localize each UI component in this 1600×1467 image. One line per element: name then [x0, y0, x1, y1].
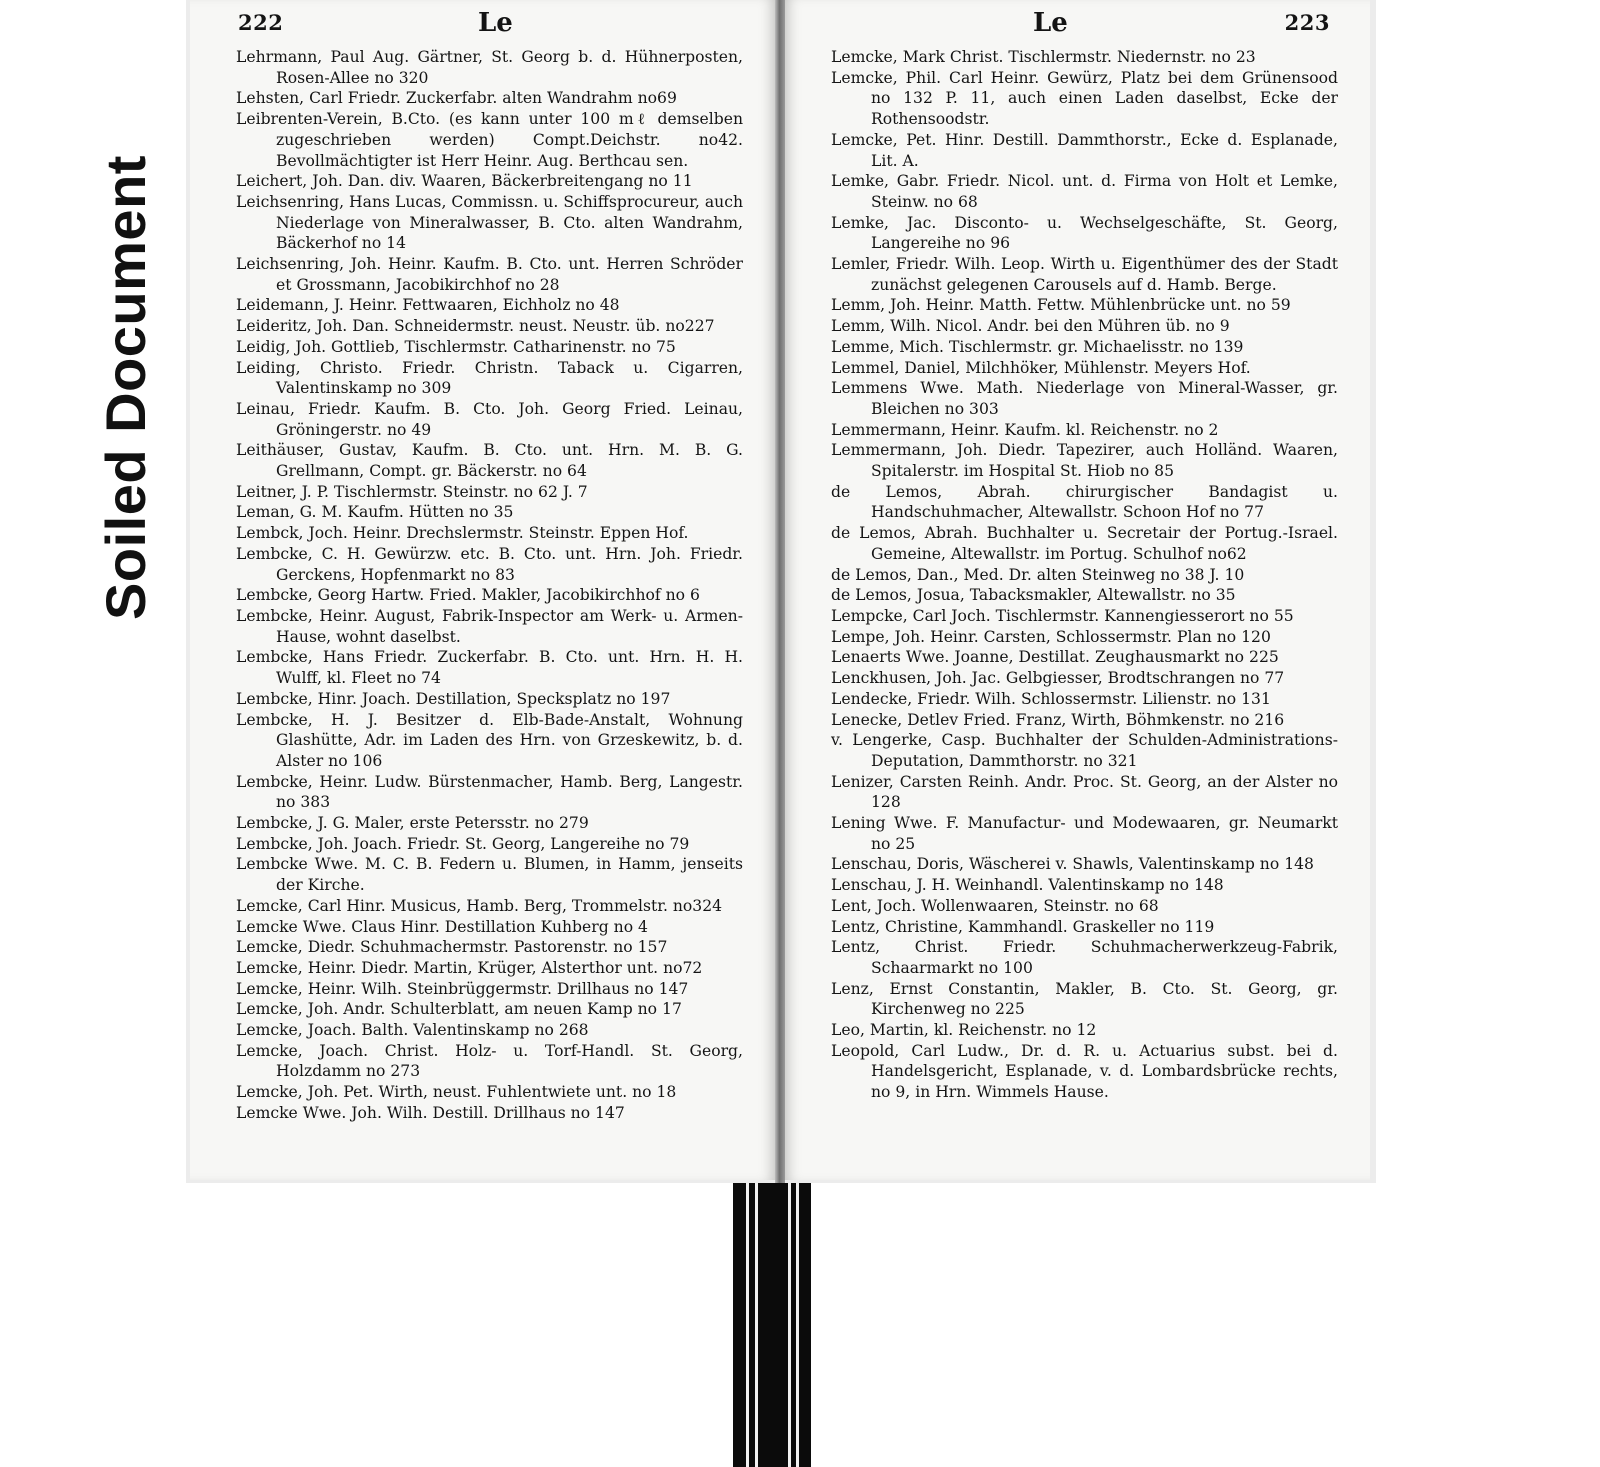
directory-entry: Leideritz, Joh. Dan. Schneidermstr. neust. Neustr. üb. no227: [236, 317, 715, 336]
directory-entry: Lentz, Christ. Friedr. Schuhmacherwerkzeug-Fabrik, Schaarmarkt no 100: [831, 938, 1338, 977]
right-page-number: 223: [1284, 10, 1330, 35]
directory-entry: Lembck, Joch. Heinr. Drechslermstr. Steinstr. Eppen Hof.: [236, 524, 689, 543]
directory-entry: Lenz, Ernst Constantin, Makler, B. Cto. St. Georg, gr. Kirchenweg no 225: [831, 979, 1338, 1019]
directory-entry: Lemke, Gabr. Friedr. Nicol. unt. d. Firma von Holt et Lemke, Steinw. no 68: [831, 172, 1338, 211]
directory-entry: Lemcke, Heinr. Diedr. Martin, Krüger, Alsterthor unt. no72: [236, 958, 703, 977]
directory-entry: Lehsten, Carl Friedr. Zuckerfabr. alten Wandrahm no69: [236, 89, 677, 108]
left-entry-list: [236, 47, 743, 1124]
directory-entry: Lembcke, Heinr. Ludw. Bürstenmacher, Hamb. Berg, Langestr. no 383: [236, 772, 743, 812]
right-page-header: [833, 8, 1330, 42]
directory-entry: Lemcke, Joach. Balth. Valentinskamp no 268: [236, 1021, 589, 1040]
directory-entry: Lendecke, Friedr. Wilh. Schlossermstr. Lilienstr. no 131: [831, 689, 1271, 708]
directory-entry: Lemcke, Mark Christ. Tischlermstr. Niedernstr. no 23: [831, 48, 1256, 66]
directory-entry: Leibrenten-Verein, B.Cto. (es kann unter 100 mℓ demselben zugeschrieben werden) Compt.Deichstr. no42. Bevollmächtigter ist Herr Heinr. Aug. Berthcau sen.: [236, 110, 743, 170]
directory-entry: Lemcke Wwe. Claus Hinr. Destillation Kuhberg no 4: [236, 917, 648, 936]
directory-entry: de Lemos, Abrah. chirurgischer Bandagist u. Handschuhmacher, Altewallstr. Schoon Hof no 77: [831, 482, 1338, 522]
directory-entry: Lemme, Mich. Tischlermstr. gr. Michaelisstr. no 139: [831, 337, 1244, 356]
directory-entry: Lemcke, Heinr. Wilh. Steinbrüggermstr. Drillhaus no 147: [236, 979, 689, 998]
directory-entry: Lemm, Joh. Heinr. Matth. Fettw. Mühlenbrücke unt. no 59: [831, 296, 1291, 315]
directory-entry: Lembcke, Joh. Joach. Friedr. St. Georg, Langereihe no 79: [236, 834, 690, 853]
directory-entry: Lemcke Wwe. Joh. Wilh. Destill. Drillhaus no 147: [236, 1103, 625, 1122]
directory-entry: Lemcke, Joach. Christ. Holz- u. Torf-Handl. St. Georg, Holzdamm no 273: [236, 1041, 743, 1081]
directory-entry: Leichsenring, Joh. Heinr. Kaufm. B. Cto. unt. Herren Schröder et Grossmann, Jacobikirchhof no 28: [236, 255, 743, 294]
directory-entry: Lenckhusen, Joh. Jac. Gelbgiesser, Brodtschrangen no 77: [831, 669, 1285, 688]
directory-entry: Leidemann, J. Heinr. Fettwaaren, Eichholz no 48: [236, 296, 620, 315]
directory-entry: Lemmel, Daniel, Milchhöker, Mühlenstr. Meyers Hof.: [831, 358, 1251, 377]
left-page: [190, 0, 775, 1180]
directory-entry: de Lemos, Josua, Tabacksmakler, Altewallstr. no 35: [831, 586, 1236, 605]
directory-entry: Lempcke, Carl Joch. Tischlermstr. Kannengiesserort no 55: [831, 606, 1294, 625]
book-gutter: [775, 0, 785, 1183]
soiled-document-watermark: [90, 135, 160, 640]
directory-entry: Leithäuser, Gustav, Kaufm. B. Cto. unt. Hrn. M. B. G. Grellmann, Compt. gr. Bäckerstr. no 64: [236, 441, 743, 481]
directory-entry: Leichsenring, Hans Lucas, Commissn. u. Schiffsprocureur, auch Niederlage von Mineralwasser, B. Cto. alten Wandrahm, Bäckerhof no 14: [236, 192, 743, 253]
directory-entry: Lembcke, Georg Hartw. Fried. Makler, Jacobikirchhof no 6: [236, 586, 700, 605]
scan-calibration-tab: [733, 1183, 811, 1467]
directory-entry: Leo, Martin, kl. Reichenstr. no 12: [831, 1021, 1097, 1040]
directory-entry: Leidig, Joh. Gottlieb, Tischlermstr. Catharinenstr. no 75: [236, 337, 676, 356]
directory-entry: Leman, G. M. Kaufm. Hütten no 35: [236, 503, 514, 522]
directory-entry: Leiding, Christo. Friedr. Christn. Taback u. Cigarren, Valentinskamp no 309: [236, 358, 743, 398]
directory-entry: Leinau, Friedr. Kaufm. B. Cto. Joh. Georg Fried. Leinau, Gröningerstr. no 49: [236, 399, 743, 439]
directory-entry: Lemke, Jac. Disconto- u. Wechselgeschäfte, St. Georg, Langereihe no 96: [831, 213, 1338, 253]
directory-entry: Lening Wwe. F. Manufactur- und Modewaaren, gr. Neumarkt no 25: [831, 814, 1338, 853]
directory-entry: Lent, Joch. Wollenwaaren, Steinstr. no 68: [831, 896, 1159, 915]
directory-entry: Lembcke, C. H. Gewürzw. etc. B. Cto. unt. Hrn. Joh. Friedr. Gerckens, Hopfenmarkt no 83: [236, 544, 743, 584]
directory-entry: Lembcke Wwe. M. C. B. Federn u. Blumen, in Hamm, jenseits der Kirche.: [236, 855, 743, 895]
directory-entry: de Lemos, Abrah. Buchhalter u. Secretair der Portug.-Israel. Gemeine, Altewallstr. im Portug. Schulhof no62: [831, 524, 1338, 563]
directory-entry: Leopold, Carl Ludw., Dr. d. R. u. Actuarius subst. bei d. Handelsgericht, Esplanade, v. d. Lombardsbrücke rechts, no 9, in Hrn. Wimmels Hause.: [831, 1041, 1338, 1102]
directory-entry: Lemcke, Pet. Hinr. Destill. Dammthorstr., Ecke d. Esplanade, Lit. A.: [831, 130, 1338, 170]
left-page-header: [238, 8, 735, 42]
watermark-text: Soiled Document: [93, 155, 157, 620]
directory-entry: Lenecke, Detlev Fried. Franz, Wirth, Böhmkenstr. no 216: [831, 710, 1285, 729]
directory-entry: Lemcke, Joh. Andr. Schulterblatt, am neuen Kamp no 17: [236, 1000, 682, 1019]
directory-entry: Leichert, Joh. Dan. div. Waaren, Bäckerbreitengang no 11: [236, 172, 693, 191]
directory-entry: Lemler, Friedr. Wilh. Leop. Wirth u. Eigenthümer des der Stadt zunächst gelegenen Carousels auf d. Hamb. Berge.: [831, 255, 1338, 294]
directory-entry: de Lemos, Dan., Med. Dr. alten Steinweg no 38 J. 10: [831, 565, 1245, 584]
directory-entry: Lenschau, J. H. Weinhandl. Valentinskamp no 148: [831, 876, 1224, 895]
left-running-head: Le: [478, 8, 513, 38]
directory-entry: Lembcke, J. G. Maler, erste Petersstr. no 279: [236, 814, 589, 833]
directory-entry: Lemm, Wilh. Nicol. Andr. bei den Mühren üb. no 9: [831, 317, 1230, 336]
right-page: [785, 0, 1370, 1180]
left-page-number: 222: [238, 10, 284, 35]
right-running-head: Le: [1033, 8, 1068, 38]
directory-entry: Lenizer, Carsten Reinh. Andr. Proc. St. Georg, an der Alster no 128: [831, 772, 1338, 812]
directory-entry: Lentz, Christine, Kammhandl. Graskeller no 119: [831, 917, 1215, 936]
directory-entry: Lenaerts Wwe. Joanne, Destillat. Zeughausmarkt no 225: [831, 648, 1279, 667]
directory-entry: Leitner, J. P. Tischlermstr. Steinstr. no 62 J. 7: [236, 482, 588, 501]
directory-entry: Lemcke, Carl Hinr. Musicus, Hamb. Berg, Trommelstr. no324: [236, 896, 723, 915]
directory-entry: Lembcke, Heinr. August, Fabrik-Inspector am Werk- u. Armen-Hause, wohnt daselbst.: [236, 606, 743, 646]
directory-entry: Lembcke, Hinr. Joach. Destillation, Specksplatz no 197: [236, 689, 671, 708]
directory-entry: Lemmermann, Heinr. Kaufm. kl. Reichenstr. no 2: [831, 420, 1219, 439]
directory-entry: Lembcke, H. J. Besitzer d. Elb-Bade-Anstalt, Wohnung Glashütte, Adr. im Laden des Hrn. von Grzeskewitz, b. d. Alster no 106: [236, 710, 743, 770]
right-entry-list: [831, 47, 1338, 1103]
directory-entry: Lenschau, Doris, Wäscherei v. Shawls, Valentinskamp no 148: [831, 855, 1314, 874]
directory-entry: Lemcke, Diedr. Schuhmachermstr. Pastorenstr. no 157: [236, 938, 668, 957]
directory-entry: Lemmermann, Joh. Diedr. Tapezirer, auch Holländ. Waaren, Spitalerstr. im Hospital St. Hiob no 85: [831, 441, 1338, 481]
directory-entry: Lembcke, Hans Friedr. Zuckerfabr. B. Cto. unt. Hrn. H. H. Wulff, kl. Fleet no 74: [236, 648, 743, 688]
directory-entry: Lemmens Wwe. Math. Niederlage von Mineral-Wasser, gr. Bleichen no 303: [831, 379, 1338, 418]
directory-entry: Lehrmann, Paul Aug. Gärtner, St. Georg b. d. Hühnerposten, Rosen-Allee no 320: [236, 48, 743, 87]
directory-entry: Lemcke, Joh. Pet. Wirth, neust. Fuhlentwiete unt. no 18: [236, 1083, 677, 1102]
directory-entry: v. Lengerke, Casp. Buchhalter der Schulden-Administrations-Deputation, Dammthorstr. no 321: [831, 731, 1338, 770]
directory-entry: Lemcke, Phil. Carl Heinr. Gewürz, Platz bei dem Grünensood no 132 P. 11, auch einen Laden daselbst, Ecke der Rothensoodstr.: [831, 68, 1338, 129]
directory-entry: Lempe, Joh. Heinr. Carsten, Schlossermstr. Plan no 120: [831, 627, 1271, 646]
